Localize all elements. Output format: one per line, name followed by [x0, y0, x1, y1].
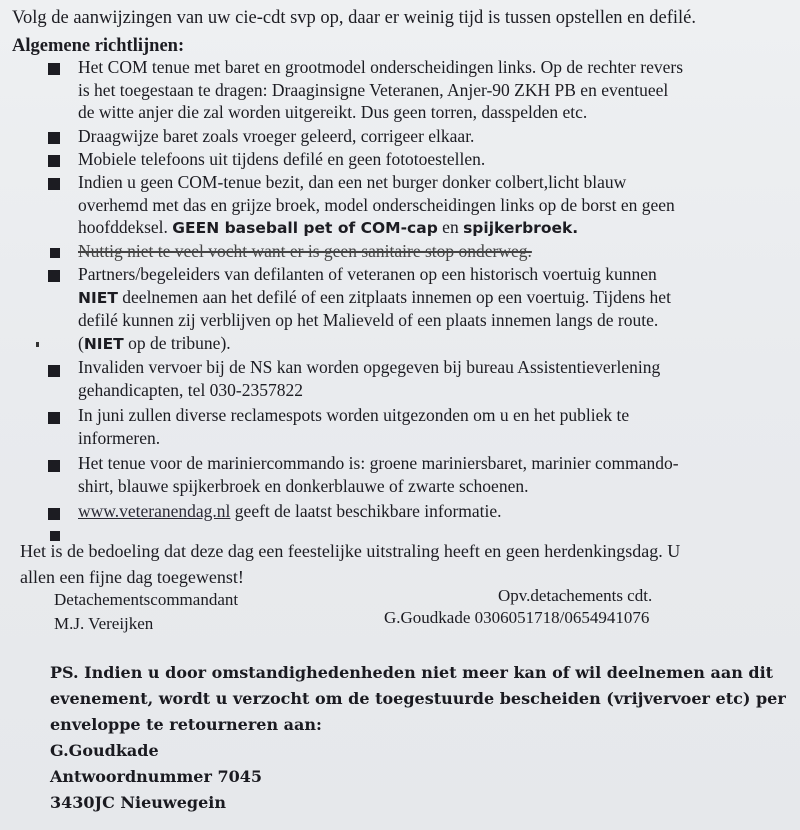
- text-run: (: [78, 332, 84, 353]
- postscript-line: enveloppe te retourneren aan:: [50, 715, 322, 734]
- signature-left-title: Detachementscommandant: [54, 590, 239, 609]
- bullet-square-icon: [48, 155, 60, 167]
- closing-line: Het is de bedoeling dat deze dag een feestelijke uitstraling heeft en geen herdenkingsdag. U: [20, 541, 681, 561]
- bullet-square-icon: [48, 63, 60, 75]
- list-item-line: [78, 332, 788, 356]
- list-item-line: defilé kunnen zij verblijven op het Malieveld of een plaats innemen langs de route.: [78, 310, 659, 330]
- text-run: deelnemen aan het defilé of een zitplaats innemen op een voertuig. Tijdens het: [117, 286, 671, 307]
- signature-left-name: M.J. Vereijken: [54, 614, 154, 633]
- list-item: [78, 356, 788, 401]
- return-address-name: G.Goudkade: [50, 741, 159, 760]
- bullet-square-icon: [48, 460, 60, 472]
- list-item-line: shirt, blauwe spijkerbroek en donkerblauwe of zwarte schoenen.: [78, 475, 529, 496]
- bold-text-run: NIET: [83, 334, 124, 353]
- signature-right-title: Opv.detachements cdt.: [498, 586, 653, 605]
- return-address-line: 3430JC Nieuwegein: [50, 793, 226, 812]
- list-item-line: Het COM tenue met baret en grootmodel onderscheidingen links. Op de rechter revers: [78, 57, 684, 77]
- list-item-line: Draagwijze baret zoals vroeger geleerd, corrigeer elkaar.: [78, 126, 475, 146]
- list-item: [78, 404, 788, 449]
- list-item: [78, 171, 788, 240]
- section-heading: Algemene richtlijnen:: [12, 36, 185, 56]
- bullet-square-icon: [50, 248, 60, 258]
- list-item-line: overhemd met das en grijze broek, model onderscheidingen links op de borst en geen: [78, 194, 675, 215]
- list-item-line: Partners/begeleiders van defilanten of veteranen op een historisch voertuig kunnen: [78, 264, 657, 284]
- list-item-line: Indien u geen COM-tenue bezit, dan een net burger donker colbert,licht blauw: [78, 172, 627, 192]
- closing-line: allen een fijne dag toegewenst!: [20, 567, 244, 587]
- list-item-line: [78, 216, 788, 240]
- postscript-line: evenement, wordt u verzocht om de toegestuurde bescheiden (vrijvervoer etc) per: [50, 689, 786, 708]
- ink-speck: [36, 342, 39, 347]
- list-item-line: Het tenue voor de mariniercommando is: groene mariniersbaret, marinier commando-: [78, 453, 679, 473]
- list-item: [78, 148, 788, 171]
- list-item-line: informeren.: [78, 427, 161, 448]
- intro-text: Volg de aanwijzingen van uw cie-cdt svp op, daar er weinig tijd is tussen opstellen en defilé.: [12, 8, 696, 28]
- bullet-square-icon: [48, 178, 60, 190]
- text-run: hoofddeksel.: [78, 217, 173, 237]
- list-item-line: [78, 500, 788, 523]
- list-item-line: Mobiele telefoons uit tijdens defilé en geen fototoestellen.: [78, 149, 486, 169]
- list-item-line: In juni zullen diverse reclamespots worden uitgezonden om u en het publiek te: [78, 405, 630, 425]
- postscript-line: PS. Indien u door omstandighedenheden niet meer kan of wil deelnemen aan dit: [50, 663, 774, 682]
- signature-right-name: G.Goudkade 0306051718/0654941076: [384, 608, 650, 627]
- text-run: geeft de laatst beschikbare informatie.: [230, 501, 502, 521]
- bold-text-run: GEEN baseball pet of COM-cap: [172, 219, 438, 237]
- list-item: [78, 125, 788, 148]
- bullet-square-icon: [48, 270, 60, 282]
- struck-text: Nuttig niet te veel vocht want er is geen sanitaire stop onderweg.: [78, 241, 532, 261]
- text-run: op de tribune).: [123, 332, 231, 353]
- list-item: [78, 452, 788, 497]
- bullet-square-icon: [48, 365, 60, 377]
- list-item-line: de witte anjer die zal worden uitgereikt. Dus geen torren, dasspelden etc.: [78, 102, 588, 122]
- list-item-line: [78, 286, 788, 310]
- postscript: [50, 660, 790, 816]
- list-item: [78, 56, 788, 124]
- list-item-line: Invaliden vervoer bij de NS kan worden opgegeven bij bureau Assistentieverlening: [78, 357, 661, 377]
- list-item: [78, 240, 788, 263]
- return-address-line: Antwoordnummer 7045: [50, 767, 263, 786]
- text-run: en: [437, 217, 464, 237]
- bold-text-run: NIET: [78, 288, 118, 307]
- list-item-line: gehandicapten, tel 030-2357822: [78, 379, 304, 400]
- list-item: [78, 500, 788, 523]
- list-item: [78, 263, 788, 355]
- list-item-line: is het toegestaan te dragen: Draaginsigne Veteranen, Anjer-90 ZKH PB en eventueel: [78, 79, 669, 100]
- bullet-square-icon: [48, 412, 60, 424]
- bullet-square-icon: [48, 508, 60, 520]
- bold-text-run: spijkerbroek.: [463, 219, 579, 237]
- bullet-square-icon: [48, 132, 60, 144]
- closing-paragraph: [20, 538, 790, 590]
- website-link[interactable]: www.veteranendag.nl: [78, 501, 231, 521]
